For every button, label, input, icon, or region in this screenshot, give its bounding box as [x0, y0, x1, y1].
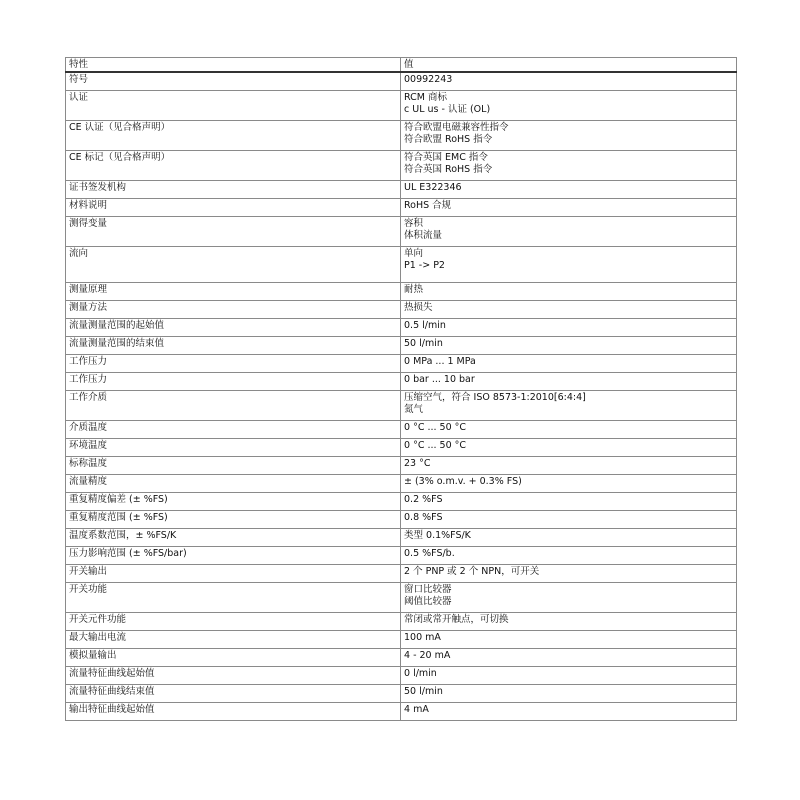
- value-cell: [401, 91, 737, 121]
- value-cell: [401, 493, 737, 511]
- value-line: 压缩空气，符合 ISO 8573-1:2010[6:4:4]: [404, 392, 586, 403]
- table-row: [66, 583, 737, 613]
- value-cell: [401, 631, 737, 649]
- value-cell: [401, 421, 737, 439]
- value-line: 体积流量: [404, 230, 443, 241]
- value-cell: [401, 685, 737, 703]
- property-cell: 工作压力: [66, 373, 401, 391]
- property-cell: 流量测量范围的结束值: [66, 337, 401, 355]
- table-row: [66, 547, 737, 565]
- property-cell: 开关功能: [66, 583, 401, 613]
- property-cell: 测量方法: [66, 301, 401, 319]
- value-cell: [401, 355, 737, 373]
- header-value: 值: [401, 58, 737, 73]
- property-cell: 最大输出电流: [66, 631, 401, 649]
- value-cell: [401, 301, 737, 319]
- table-row: [66, 355, 737, 373]
- value-line: c UL us - 认证 (OL): [404, 104, 491, 115]
- value-line: 0 l/min: [404, 668, 437, 679]
- value-cell: [401, 319, 737, 337]
- property-cell: 模拟量输出: [66, 649, 401, 667]
- value-line: UL E322346: [404, 182, 462, 193]
- table-row: [66, 373, 737, 391]
- value-cell: [401, 457, 737, 475]
- value-line: 0 °C ... 50 °C: [404, 422, 467, 433]
- property-cell: 流量精度: [66, 475, 401, 493]
- property-cell: 材料说明: [66, 199, 401, 217]
- property-cell: 测得变量: [66, 217, 401, 247]
- table-row: [66, 199, 737, 217]
- value-cell: [401, 391, 737, 421]
- property-cell: 温度系数范围，± %FS/K: [66, 529, 401, 547]
- property-cell: 开关元件功能: [66, 613, 401, 631]
- table-row: [66, 685, 737, 703]
- table-row: [66, 439, 737, 457]
- value-line: 4 - 20 mA: [404, 650, 451, 661]
- value-line: RoHS 合规: [404, 200, 452, 211]
- property-cell: 环境温度: [66, 439, 401, 457]
- table-row: [66, 667, 737, 685]
- property-cell: 流量特征曲线结束值: [66, 685, 401, 703]
- value-line: 单向: [404, 248, 424, 259]
- property-cell: 工作压力: [66, 355, 401, 373]
- value-line: 符合欧盟电磁兼容性指令: [404, 122, 509, 133]
- value-cell: [401, 247, 737, 283]
- property-cell: 工作介质: [66, 391, 401, 421]
- table-row: [66, 121, 737, 151]
- table-row: [66, 283, 737, 301]
- value-line: 0 °C ... 50 °C: [404, 440, 467, 451]
- table-row: [66, 565, 737, 583]
- value-line: 00992243: [404, 74, 453, 85]
- spec-table: [65, 57, 737, 721]
- value-line: 容积: [404, 218, 424, 229]
- table-row: [66, 613, 737, 631]
- value-cell: [401, 703, 737, 721]
- value-line: 窗口比较器: [404, 584, 452, 595]
- value-line: 热损失: [404, 302, 433, 313]
- property-cell: 介质温度: [66, 421, 401, 439]
- value-cell: [401, 217, 737, 247]
- table-row: [66, 493, 737, 511]
- table-row: [66, 151, 737, 181]
- value-cell: [401, 151, 737, 181]
- value-cell: [401, 283, 737, 301]
- table-row: [66, 91, 737, 121]
- value-cell: [401, 121, 737, 151]
- value-line: 符合英国 RoHS 指令: [404, 164, 493, 175]
- value-cell: [401, 565, 737, 583]
- value-line: 0.5 l/min: [404, 320, 446, 331]
- value-line: 50 l/min: [404, 338, 443, 349]
- value-line: 23 °C: [404, 458, 431, 469]
- property-cell: 输出特征曲线起始值: [66, 703, 401, 721]
- table-row: [66, 72, 737, 91]
- table-row: [66, 319, 737, 337]
- property-cell: 证书签发机构: [66, 181, 401, 199]
- table-row: [66, 337, 737, 355]
- table-row: [66, 511, 737, 529]
- value-cell: [401, 667, 737, 685]
- table-row: [66, 247, 737, 283]
- table-row: [66, 703, 737, 721]
- property-cell: 流量特征曲线起始值: [66, 667, 401, 685]
- value-line: 2 个 PNP 或 2 个 NPN，可开关: [404, 566, 540, 577]
- value-line: 0.8 %FS: [404, 512, 443, 523]
- value-line: 符合欧盟 RoHS 指令: [404, 134, 493, 145]
- value-cell: [401, 181, 737, 199]
- property-cell: 流向: [66, 247, 401, 283]
- value-cell: [401, 613, 737, 631]
- table-body: [66, 72, 737, 721]
- value-cell: [401, 72, 737, 91]
- value-cell: [401, 529, 737, 547]
- value-cell: [401, 475, 737, 493]
- value-line: 100 mA: [404, 632, 441, 643]
- header-property: 特性: [66, 58, 401, 73]
- table-row: [66, 529, 737, 547]
- table-row: [66, 391, 737, 421]
- value-cell: [401, 649, 737, 667]
- property-cell: 开关输出: [66, 565, 401, 583]
- table-row: [66, 649, 737, 667]
- property-cell: 认证: [66, 91, 401, 121]
- value-cell: [401, 373, 737, 391]
- table-row: [66, 217, 737, 247]
- value-line: 符合英国 EMC 指令: [404, 152, 488, 163]
- value-cell: [401, 439, 737, 457]
- value-cell: [401, 583, 737, 613]
- value-line: 类型 0.1%FS/K: [404, 530, 471, 541]
- value-line: 0 bar ... 10 bar: [404, 374, 475, 385]
- property-cell: 重复精度偏差 (± %FS): [66, 493, 401, 511]
- value-line: 4 mA: [404, 704, 429, 715]
- value-line: 常闭或常开触点，可切换: [404, 614, 509, 625]
- table-row: [66, 421, 737, 439]
- property-cell: 压力影响范围 (± %FS/bar): [66, 547, 401, 565]
- value-cell: [401, 547, 737, 565]
- property-cell: CE 标记（见合格声明）: [66, 151, 401, 181]
- value-cell: [401, 199, 737, 217]
- value-line: ± (3% o.m.v. + 0.3% FS): [404, 476, 522, 487]
- table-row: [66, 181, 737, 199]
- table-header-row: [66, 58, 737, 73]
- value-line: 0.2 %FS: [404, 494, 443, 505]
- value-line: RCM 商标: [404, 92, 447, 103]
- value-line: 50 l/min: [404, 686, 443, 697]
- table-row: [66, 457, 737, 475]
- property-cell: 重复精度范围 (± %FS): [66, 511, 401, 529]
- value-line: 0 MPa ... 1 MPa: [404, 356, 476, 367]
- property-cell: 符号: [66, 72, 401, 91]
- value-cell: [401, 337, 737, 355]
- table-row: [66, 631, 737, 649]
- property-cell: 测量原理: [66, 283, 401, 301]
- property-cell: 流量测量范围的起始值: [66, 319, 401, 337]
- table-row: [66, 475, 737, 493]
- value-line: P1 -> P2: [404, 260, 445, 271]
- property-cell: 标称温度: [66, 457, 401, 475]
- property-cell: CE 认证（见合格声明）: [66, 121, 401, 151]
- value-line: 氮气: [404, 404, 424, 415]
- value-line: 阈值比较器: [404, 596, 452, 607]
- value-line: 0.5 %FS/b.: [404, 548, 455, 559]
- value-line: 耐热: [404, 284, 424, 295]
- table-row: [66, 301, 737, 319]
- value-cell: [401, 511, 737, 529]
